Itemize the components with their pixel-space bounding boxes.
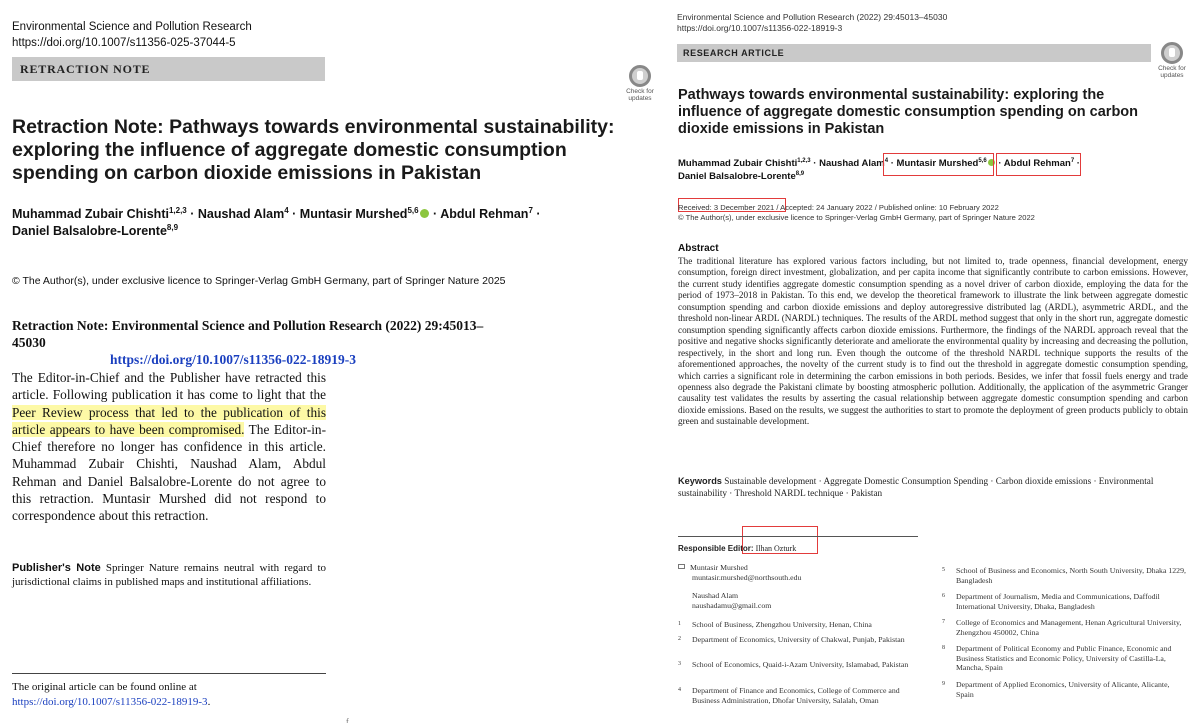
affiliation-text: School of Economics, Quaid-i-Azam University, Islamabad, Pakistan xyxy=(692,660,909,669)
corresp-email[interactable]: muntasir.murshed@northsouth.edu xyxy=(692,572,802,582)
check-for-updates-badge[interactable] xyxy=(622,65,658,105)
author-name[interactable]: Muhammad Zubair Chishti xyxy=(678,158,798,169)
affiliation-number: 5 xyxy=(942,567,945,573)
author-separator: · xyxy=(532,207,541,221)
highlighted-text: Peer Review process that led to the publication of this article appears to have been compromised. xyxy=(12,404,326,437)
author-affil-sup: 5,6 xyxy=(407,205,419,215)
editor-label: Responsible Editor: xyxy=(678,544,754,553)
copyright-notice: © The Author(s), under exclusive licence to Springer-Verlag GmbH Germany, part of Springer Nature 2025 xyxy=(12,275,506,287)
author-separator: · xyxy=(810,158,820,169)
affiliation-text: Department of Economics, University of Chakwal, Punjab, Pakistan xyxy=(692,635,905,644)
journal-citation: Environmental Science and Pollution Research (2022) 29:45013–45030 xyxy=(677,12,948,22)
retraction-body xyxy=(12,369,326,525)
check-updates-icon xyxy=(1161,42,1183,64)
footnote-text: The original article can be found online at xyxy=(12,681,197,693)
author-separator: · xyxy=(888,158,897,169)
publishers-note-text: Springer Nature remains neutral with regard to jurisdictional claims in published maps and institutional affiliations. xyxy=(12,562,326,588)
author-list xyxy=(12,206,612,240)
publication-dates xyxy=(678,203,1148,223)
right-journal-header xyxy=(677,12,947,34)
affiliation xyxy=(678,620,922,630)
author-separator: · xyxy=(1074,158,1080,169)
affiliation-text: Department of Applied Economics, University of Alicante, Alicante, Spain xyxy=(956,680,1170,699)
affiliation xyxy=(678,660,922,670)
editor-name: Ilhan Ozturk xyxy=(753,544,797,553)
abstract-heading: Abstract xyxy=(678,243,719,254)
retraction-citation-text: Retraction Note: Environmental Science and Pollution Research (2022) 29:45013–45030 xyxy=(12,318,484,350)
author-separator: · xyxy=(288,207,300,221)
affiliation xyxy=(942,566,1186,585)
article-doi[interactable]: https://doi.org/10.1007/s11356-022-18919-3 xyxy=(677,23,843,33)
envelope-icon xyxy=(678,564,685,569)
corresponding-author xyxy=(692,591,771,610)
copyright-notice: © The Author(s), under exclusive licence to Springer-Verlag GmbH Germany, part of Springer Nature 2022 xyxy=(678,213,1035,222)
body-text: The Editor-in-Chief and the Publisher have retracted this article. Following publication it has come to light that the xyxy=(12,370,326,403)
original-article-link[interactable]: https://doi.org/10.1007/s11356-022-18919-3 xyxy=(12,696,208,708)
check-updates-line1: Check for xyxy=(626,88,654,95)
page-mark: f xyxy=(346,717,349,723)
affiliation-text: College of Economics and Management, Henan Agricultural University, Zhengzhou 450002, China xyxy=(956,618,1182,637)
footnote-divider xyxy=(12,673,326,674)
affiliation xyxy=(942,618,1186,637)
received-dates: Received: 3 December 2021 / Accepted: 24 January 2022 / Published online: 10 February 2022 xyxy=(678,203,999,212)
footnote-end: . xyxy=(207,696,211,708)
author-name[interactable]: Daniel Balsalobre-Lorente xyxy=(12,224,167,238)
article-doi[interactable]: https://doi.org/10.1007/s11356-025-37044-5 xyxy=(12,37,236,49)
orcid-icon[interactable] xyxy=(420,209,429,218)
affiliation-number: 2 xyxy=(678,636,681,642)
original-article-footnote xyxy=(12,680,326,710)
research-article-banner: RESEARCH ARTICLE xyxy=(677,44,1151,62)
author-affil-sup: 5,6 xyxy=(978,157,987,164)
left-journal-header xyxy=(12,19,252,51)
check-for-updates-badge[interactable] xyxy=(1154,42,1190,82)
corresp-name: Muntasir Murshed xyxy=(690,563,748,572)
check-updates-line1: Check for xyxy=(1158,65,1186,72)
retraction-title: Retraction Note: Pathways towards environmental sustainability: exploring the influence of aggregate domestic consumption spending on carbon dioxide emissions in Pakistan xyxy=(12,116,615,184)
author-name[interactable]: Muhammad Zubair Chishti xyxy=(12,207,169,221)
annotation-box-rehman xyxy=(996,153,1081,176)
author-name[interactable]: Muntasir Murshed xyxy=(896,158,979,169)
annotation-box-murshed xyxy=(883,153,994,176)
author-name[interactable]: Abdul Rehman xyxy=(1003,158,1071,169)
abstract-text: The traditional literature has explored various factors including, but not limited to, trade openness, financial development, energy consumption, foreign direct investment, globalization, and per capita income that significantly contribute to carbon emissions. However, the current study identifies aggregate domestic consumption spending as a novel driver of carbon dioxide, employing the data for the period of 1973–2018 in Pakistan. To this end, we develop the theoretical framework to illustrate the link between aggregate domestic consumption spending and carbon dioxide emissions and deploy autoregressive distributed lag (ARDL), asymmetric ARDL, and the threshold non-linear ARDL (NARDL) techniques. The results of the ARDL method suggest that only in the short run, aggregate domestic consumption spending significantly affects carbon dioxide emissions. Furthermore, the findings of the NARDL approach reveal that the positive and negative shocks significantly deteriorate and ameliorate the environmental quality by increasing and decreasing the pollution, respectively, in the short and long run. Even though the outcome of the threshold NARDL technique supports the results of the aforementioned approaches, the novelty of the current study is to find out the threshold in aggregate domestic consumption spending, which carries a significant role in determining the carbon emissions in both periods. Besides, we infer that fossil fuels energy and trade openness also degrade the Pakistani climate by boosting atmospheric pollution. Additionally, the application of the asymmetric Granger causality test validates the results by asserting the casual relationship between aggregate domestic consumption spending and carbon dioxide emissions. Based on the results, we suggest the authorities to start to promote the deployment of green products publicly to obtain green and sustainable development. xyxy=(678,256,1188,427)
author-affil-sup: 7 xyxy=(1070,157,1075,164)
affiliation-number: 3 xyxy=(678,661,681,667)
corresp-name: Naushad Alam xyxy=(692,591,739,600)
affiliation-text: Department of Political Economy and Public Finance, Economic and Business Statistics and Economic Policy, University of Castilla-La, Mancha, Spain xyxy=(956,644,1172,673)
author-separator: · xyxy=(429,207,441,221)
author-name[interactable]: Muntasir Murshed xyxy=(299,207,408,221)
author-affil-sup: 7 xyxy=(528,205,533,215)
responsible-editor xyxy=(678,544,796,553)
corresp-email[interactable]: naushadamu@gmail.com xyxy=(692,600,772,610)
affiliation xyxy=(678,635,922,645)
affiliation-text: Department of Journalism, Media and Communications, Daffodil International University, Dhaka, Bangladesh xyxy=(956,592,1160,611)
keywords-label: Keywords xyxy=(678,476,722,486)
check-updates-icon xyxy=(629,65,651,87)
retraction-note-banner: RETRACTION NOTE xyxy=(12,57,325,81)
author-separator: · xyxy=(995,158,1004,169)
body-text: The Editor-in-Chief therefore no longer has confidence in this article. Muhammad Zubair Chishti, Naushad Alam, Abdul Rehman and Daniel Balsalobre-Lorente do not agree to this retraction. Muntasir Murshed did not respond to correspondence about this retraction. xyxy=(12,421,327,524)
affiliation-number: 1 xyxy=(678,621,681,627)
check-updates-line2: updates xyxy=(628,95,652,102)
retraction-citation xyxy=(12,317,512,368)
affiliation-text: Department of Finance and Economics, College of Commerce and Business Administration, Dhofar University, Salalah, Oman xyxy=(692,686,900,705)
article-title: Pathways towards environmental sustainability: exploring the influence of aggregate domestic consumption spending on carbon dioxide emissions in Pakistan xyxy=(678,87,1139,137)
author-affil-sup: 8,9 xyxy=(795,170,805,177)
author-name[interactable]: Naushad Alam xyxy=(197,207,285,221)
footnote-divider xyxy=(678,536,918,537)
journal-name: Environmental Science and Pollution Research xyxy=(12,21,252,33)
author-affil-sup: 1,2,3 xyxy=(168,205,187,215)
affiliation-number: 4 xyxy=(678,687,681,693)
author-affil-sup: 4 xyxy=(884,157,889,164)
affiliation-number: 8 xyxy=(942,645,945,651)
affiliation xyxy=(942,644,1186,673)
affiliation xyxy=(942,592,1186,611)
author-name[interactable]: Naushad Alam xyxy=(819,158,885,169)
affiliation-number: 7 xyxy=(942,619,945,625)
publishers-note-label: Publisher's Note xyxy=(12,562,101,574)
affiliation xyxy=(942,680,1186,699)
retracted-article-doi-link[interactable]: https://doi.org/10.1007/s11356-022-18919-3 xyxy=(110,352,357,367)
author-name[interactable]: Abdul Rehman xyxy=(440,207,529,221)
publishers-note xyxy=(12,561,326,589)
keywords-list: Sustainable development · Aggregate Domestic Consumption Spending · Carbon dioxide emissions · Environmental sustainability · Threshold NARDL technique · Pakistan xyxy=(678,476,1154,498)
author-affil-sup: 8,9 xyxy=(166,222,179,232)
affiliation-number: 9 xyxy=(942,681,945,687)
corresponding-author xyxy=(678,563,801,582)
affiliation-number: 6 xyxy=(942,593,945,599)
affiliation-text: School of Business, Zhengzhou University, Henan, China xyxy=(692,620,872,629)
author-name[interactable]: Daniel Balsalobre-Lorente xyxy=(678,171,796,182)
author-affil-sup: 4 xyxy=(284,205,289,215)
keywords xyxy=(678,476,1188,499)
affiliation xyxy=(678,686,922,705)
author-affil-sup: 1,2,3 xyxy=(797,157,811,164)
affiliation-text: School of Business and Economics, North South University, Dhaka 1229, Bangladesh xyxy=(956,566,1186,585)
author-separator: · xyxy=(186,207,198,221)
check-updates-line2: updates xyxy=(1160,72,1184,79)
